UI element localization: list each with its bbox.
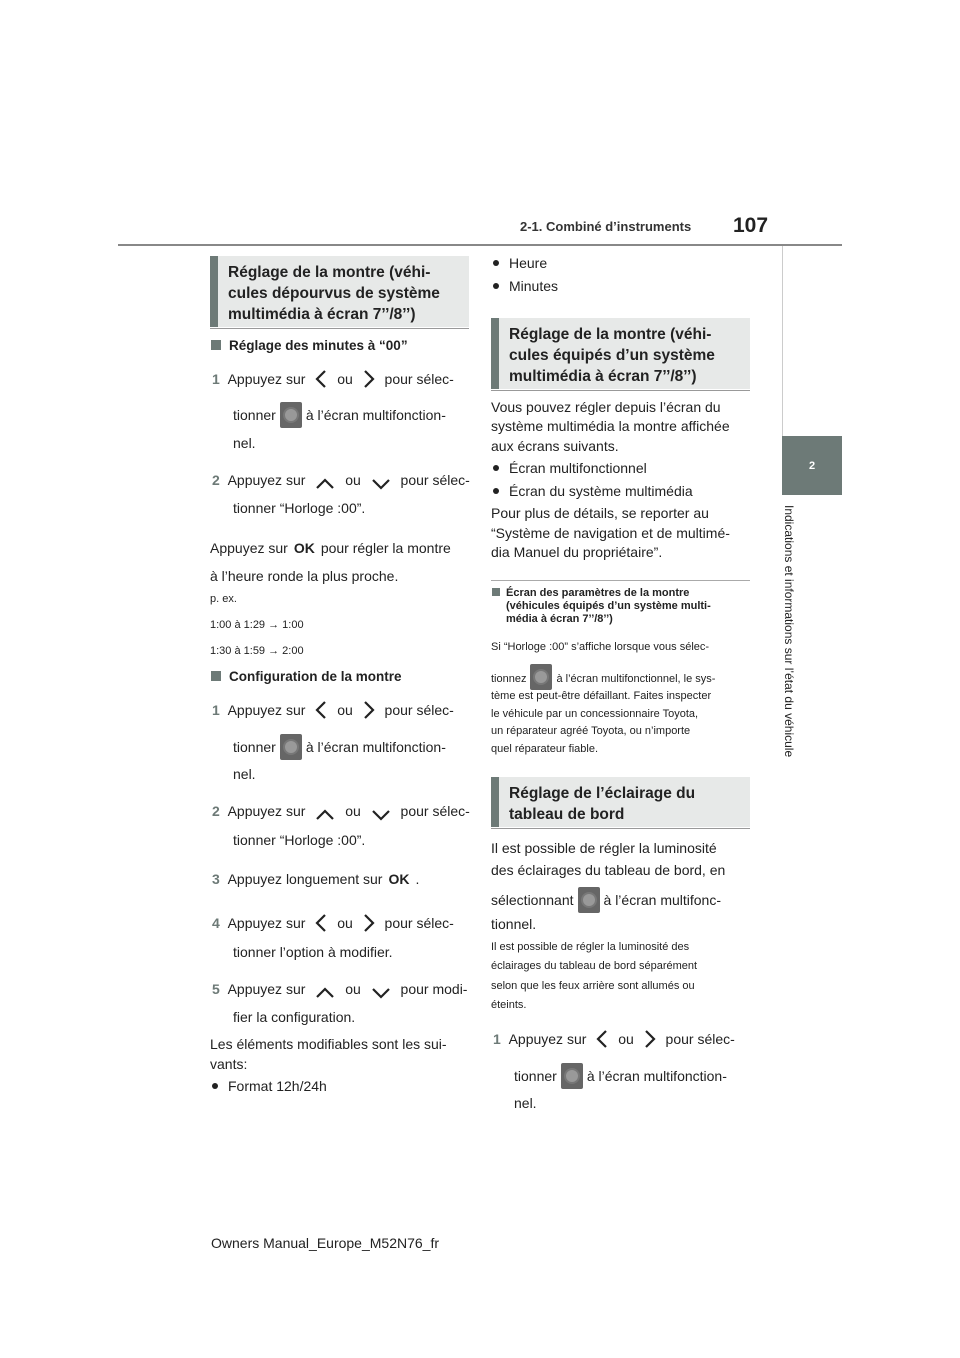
square-bullet-icon	[211, 340, 221, 350]
chevron-left-icon	[315, 369, 327, 389]
or-text: ou	[345, 803, 361, 819]
step-text: pour sélec-	[400, 803, 470, 819]
step-text: Appuyez sur	[227, 472, 306, 488]
small-note-line-3: selon que les feux arrière sont allumés ou	[491, 980, 695, 992]
heading-box-clock-no-multimedia	[210, 256, 469, 327]
heading-box-clock-multimedia	[491, 318, 750, 389]
footer-doc-id: Owners Manual_Europe_M52N76_fr	[211, 1235, 440, 1251]
chevron-down-icon	[371, 987, 391, 999]
step-text: pour sélec-	[384, 702, 454, 718]
heading-line: Réglage de la montre (véhi-	[509, 326, 712, 343]
paragraph-modifiable-line-2: vants:	[210, 1056, 248, 1072]
chapter-tab[interactable]	[782, 436, 842, 495]
chevron-left-icon	[315, 913, 327, 933]
heading-line: Réglage de la montre (véhi-	[228, 264, 431, 281]
bullet-icon	[212, 1083, 218, 1089]
step-text: pour modi-	[400, 981, 468, 997]
note-title-text: Écran des paramètres de la montre	[506, 587, 690, 599]
step-text: Appuyez sur	[227, 981, 306, 997]
tab-rule	[782, 246, 842, 436]
heading-line: cules dépourvus de système	[228, 285, 440, 302]
config-step-5	[212, 979, 467, 999]
step-text: Appuyez sur	[227, 371, 306, 387]
para-text: pour régler la montre	[320, 540, 451, 556]
step-text: Appuyez sur	[227, 915, 306, 931]
chevron-up-icon	[315, 478, 335, 490]
step-text: à l’écran multifonction-	[305, 407, 446, 423]
paragraph-details: Pour plus de détails, se reporter au	[491, 505, 709, 521]
step-number: 4	[212, 915, 220, 931]
note-title-line: média à écran 7’’/8’’)	[506, 613, 613, 625]
config-step-4-line-2: tionner l’option à modifier.	[233, 944, 393, 960]
heading-box-dash-lighting	[491, 777, 750, 827]
heading-line: multimédia à écran 7’’/8’’)	[228, 306, 416, 323]
step-number: 1	[212, 371, 220, 387]
heading-underline	[491, 390, 750, 391]
config-step-1-line-2	[233, 734, 446, 760]
note-text: tionnez	[491, 673, 527, 685]
bullet-icon	[493, 260, 499, 266]
lighting-step-1-line-2	[514, 1063, 727, 1089]
config-step-1	[212, 700, 454, 720]
note-line-5: un réparateur agréé Toyota, ou n’importe	[491, 725, 691, 737]
paragraph-ok-line-2: à l’heure ronde la plus proche.	[210, 568, 399, 584]
step-text: Appuyez sur	[227, 702, 306, 718]
step-text: pour sélec-	[400, 472, 470, 488]
note-line-3: tème est peut-être défaillant. Faites inspecter	[491, 690, 712, 702]
small-note-line-2: éclairages du tableau de bord séparément	[491, 960, 698, 972]
small-note-line-4: éteints.	[491, 999, 527, 1011]
paragraph-screens-line-2: système multimédia la montre affichée	[491, 418, 730, 434]
step-number: 1	[212, 702, 220, 718]
bullet-icon	[493, 488, 499, 494]
chapter-title-text: Indications et informations sur l’état du véhicule	[782, 505, 796, 758]
step-text: à l’écran multifonction-	[586, 1068, 727, 1084]
step-text: Appuyez sur	[227, 803, 306, 819]
chevron-down-icon	[371, 809, 391, 821]
section-title: 2-1. Combiné d’instruments	[520, 219, 692, 234]
chevron-left-icon	[596, 1029, 608, 1049]
example-2: 1:30 à 1:59 → 2:00	[210, 645, 304, 657]
or-text: ou	[337, 702, 353, 718]
paragraph-details-line-2: “Système de navigation et de multimé-	[491, 525, 730, 541]
para-text: sélectionnant	[491, 892, 574, 908]
paragraph-modifiable: Les éléments modifiables sont les sui-	[210, 1036, 447, 1052]
settings-gear-icon	[561, 1063, 583, 1089]
para-text: Appuyez sur	[210, 540, 288, 556]
config-step-5-line-2: fier la configuration.	[233, 1009, 356, 1025]
step-text: .	[415, 871, 420, 887]
lighting-step-1	[493, 1029, 735, 1049]
config-step-1-line-3: nel.	[233, 766, 256, 782]
or-text: ou	[618, 1031, 634, 1047]
heading-underline	[210, 328, 469, 329]
list-item	[493, 253, 547, 273]
settings-gear-icon	[280, 402, 302, 428]
ok-icon: OK	[293, 540, 315, 556]
list-item	[212, 1076, 327, 1096]
ok-icon: OK	[388, 871, 410, 887]
chevron-right-icon	[363, 913, 375, 933]
header-rule	[118, 244, 842, 246]
chapter-number: 2	[808, 459, 816, 472]
step-text: tionner	[233, 739, 276, 755]
config-step-2	[212, 801, 470, 821]
step-1-line-3: nel.	[233, 435, 256, 451]
chevron-right-icon	[363, 700, 375, 720]
bullet-icon	[493, 465, 499, 471]
step-number: 3	[212, 871, 220, 887]
heading-underline	[491, 828, 750, 829]
heading-line: tableau de bord	[509, 806, 625, 823]
step-1-line-2	[233, 402, 446, 428]
step-1	[212, 369, 454, 389]
list-item-text: Écran multifonctionnel	[509, 460, 647, 476]
paragraph-screens-line-3: aux écrans suivants.	[491, 438, 619, 454]
step-text: tionner	[233, 407, 276, 423]
step-text: Appuyez longuement sur	[227, 871, 383, 887]
chevron-right-icon	[363, 369, 375, 389]
chevron-left-icon	[315, 700, 327, 720]
list-item-text: Minutes	[509, 278, 559, 294]
note-rule	[491, 580, 750, 581]
heading-line: multimédia à écran 7’’/8’’)	[509, 368, 697, 385]
step-text: tionner	[514, 1068, 557, 1084]
paragraph-brightness-line-4: tionnel.	[491, 916, 537, 932]
note-text: à l’écran multifonctionnel, le sys-	[556, 673, 716, 685]
list-item	[493, 481, 693, 501]
lighting-step-1-line-3: nel.	[514, 1095, 537, 1111]
note-line-4: le véhicule par un concessionnaire Toyota,	[491, 708, 699, 720]
paragraph-brightness-line-3	[491, 887, 721, 913]
step-number: 2	[212, 472, 220, 488]
note-title-line	[492, 587, 711, 600]
paragraph-details-line-3: dia Manuel du propriétaire”.	[491, 544, 663, 560]
subheading-text: Configuration de la montre	[229, 669, 402, 684]
config-step-2-line-2: tionner “Horloge :00”.	[233, 832, 366, 848]
step-2-line-2: tionner “Horloge :00”.	[233, 500, 366, 516]
example-label: p. ex.	[210, 593, 237, 605]
step-text: pour sélec-	[384, 915, 454, 931]
chapter-title	[780, 505, 800, 795]
square-bullet-icon	[492, 588, 500, 596]
note-title-line: (véhicules équipés d’un système multi-	[506, 600, 711, 612]
paragraph-screens: Vous pouvez régler depuis l’écran du	[491, 399, 721, 415]
settings-gear-icon	[280, 734, 302, 760]
bullet-icon	[493, 283, 499, 289]
list-item-text: Format 12h/24h	[228, 1078, 327, 1094]
or-text: ou	[337, 915, 353, 931]
settings-gear-icon	[578, 887, 600, 913]
note-line-6: quel réparateur fiable.	[491, 743, 599, 755]
step-text: pour sélec-	[384, 371, 454, 387]
paragraph-ok	[210, 538, 451, 558]
step-number: 2	[212, 803, 220, 819]
square-bullet-icon	[211, 671, 221, 681]
list-item	[493, 458, 647, 478]
note-line-1: Si “Horloge :00” s’affiche lorsque vous sélec-	[491, 641, 710, 653]
chevron-right-icon	[644, 1029, 656, 1049]
step-number: 1	[493, 1031, 501, 1047]
example-1: 1:00 à 1:29 → 1:00	[210, 619, 304, 631]
subheading-config	[211, 669, 402, 684]
paragraph-brightness-line-2: des éclairages du tableau de bord, en	[491, 862, 726, 878]
chevron-down-icon	[371, 478, 391, 490]
step-text: à l’écran multifonction-	[305, 739, 446, 755]
step-text: Appuyez sur	[508, 1031, 587, 1047]
page-number: 107	[733, 214, 769, 237]
step-2	[212, 470, 470, 490]
heading-line: cules équipés d’un système	[509, 347, 715, 364]
subheading-minutes	[211, 338, 408, 353]
paragraph-brightness: Il est possible de régler la luminosité	[491, 840, 717, 856]
step-text: pour sélec-	[665, 1031, 735, 1047]
or-text: ou	[345, 981, 361, 997]
step-number: 5	[212, 981, 220, 997]
list-item-text: Écran du système multimédia	[509, 483, 693, 499]
chevron-up-icon	[315, 809, 335, 821]
or-text: ou	[337, 371, 353, 387]
config-step-4	[212, 913, 454, 933]
list-item	[493, 276, 558, 296]
list-item-text: Heure	[509, 255, 548, 271]
subheading-text: Réglage des minutes à “00”	[229, 338, 408, 353]
heading-line: Réglage de l’éclairage du	[509, 785, 696, 802]
para-text: à l’écran multifonc-	[603, 892, 722, 908]
small-note-line-1: Il est possible de régler la luminosité des	[491, 941, 690, 953]
or-text: ou	[345, 472, 361, 488]
chevron-up-icon	[315, 987, 335, 999]
config-step-3	[212, 869, 419, 889]
note-title	[492, 587, 711, 626]
